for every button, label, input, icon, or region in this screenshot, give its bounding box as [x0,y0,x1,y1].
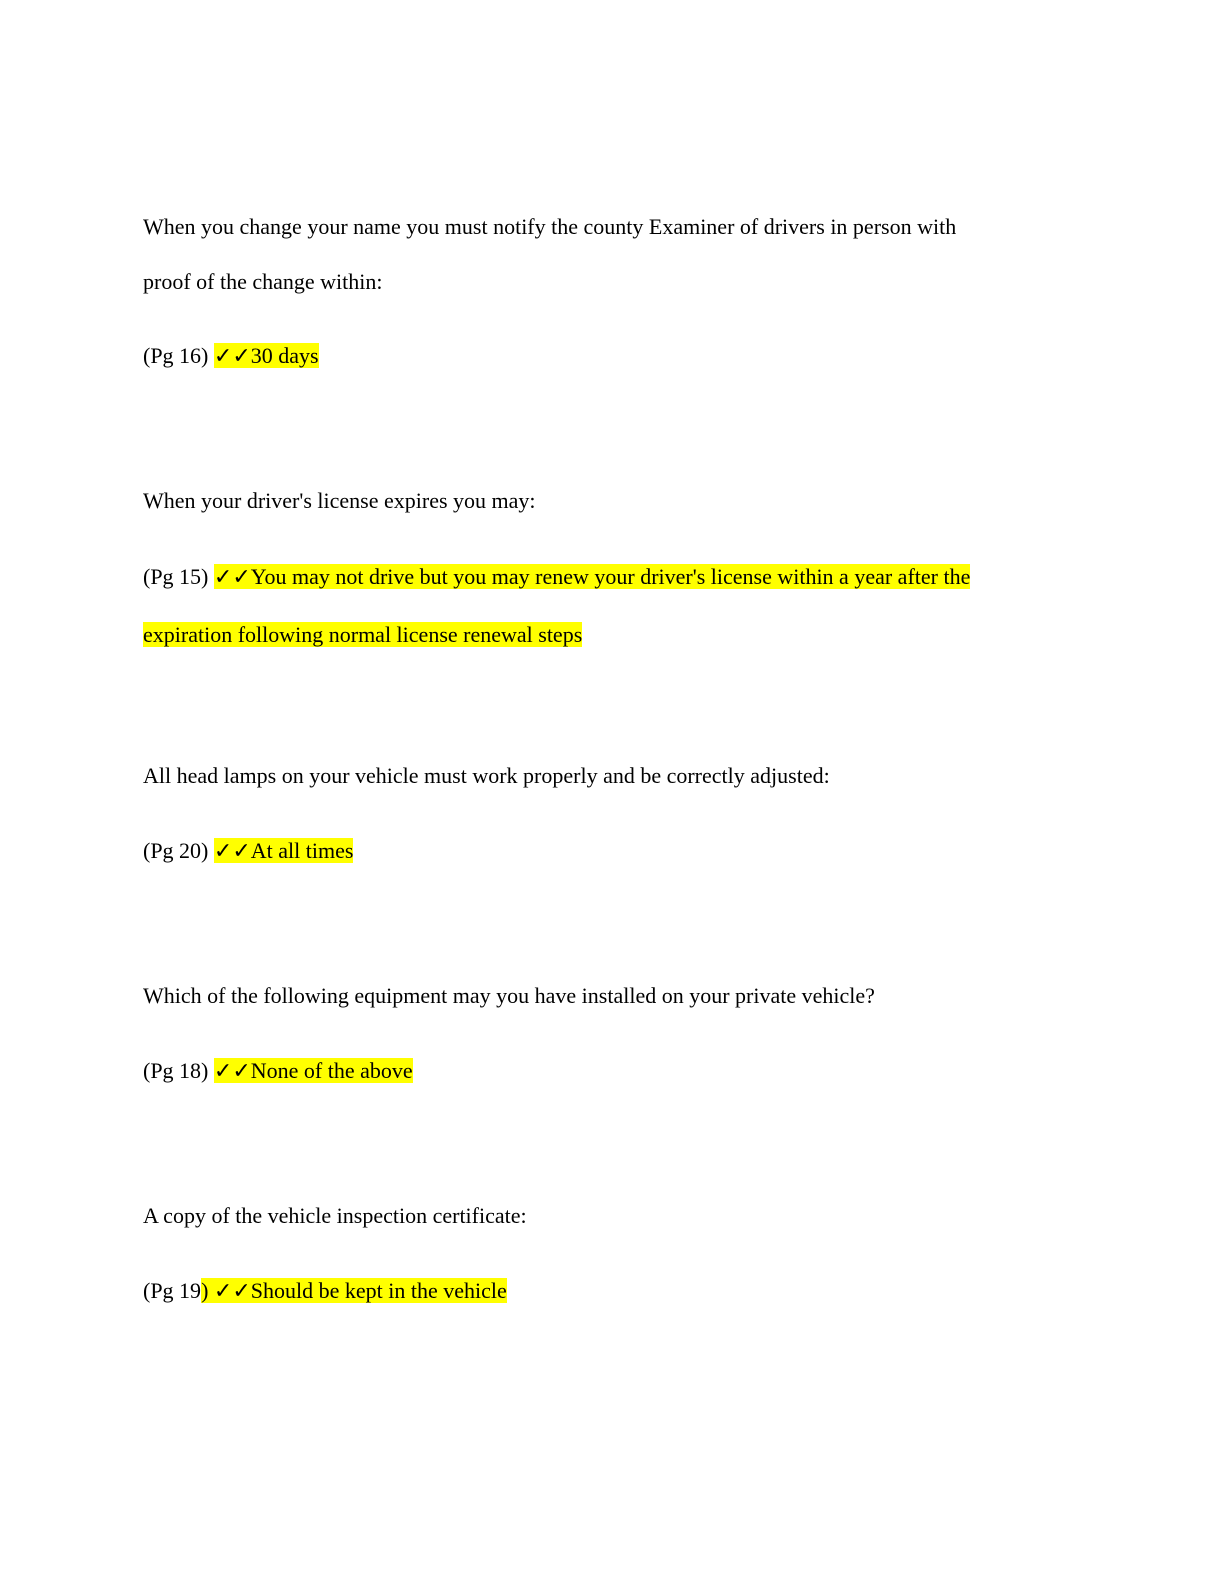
answer-5 [143,1276,507,1307]
page-ref: (Pg 18) [143,1058,209,1083]
check-icon: ✓✓ [213,344,251,369]
question-3: All head lamps on your vehicle must work properly and be correctly adjusted: [143,763,830,788]
answer-text: At all times [250,838,354,863]
highlighted-answer [214,838,354,863]
answer-3 [143,836,353,867]
page-ref-close: ) [201,1278,209,1303]
answer-2-line-1 [143,562,970,593]
page-ref: (Pg 16) [143,343,209,368]
question-1-line-1: When you change your name you must notify the county Examiner of drivers in person with [143,214,957,239]
highlighted-answer [214,343,319,368]
highlighted-answer [201,1278,507,1303]
answer-text: You may not drive but you may renew your driver's license within a year after the [250,564,971,589]
answer-1 [143,341,319,372]
check-icon: ✓✓ [213,565,251,590]
answer-text: Should be kept in the vehicle [250,1278,507,1303]
highlighted-answer: expiration following normal license renewal steps [143,622,583,647]
answer-text: None of the above [250,1058,413,1083]
question-2: When your driver's license expires you may: [143,488,536,513]
check-icon: ✓✓ [213,1059,251,1084]
question-1-line-2: proof of the change within: [143,269,383,294]
highlighted-answer [214,564,970,589]
page-ref: (Pg 19 [143,1278,202,1303]
question-5: A copy of the vehicle inspection certificate: [143,1203,527,1228]
page-ref: (Pg 20) [143,838,209,863]
answer-2-line-2 [143,620,582,650]
answer-4 [143,1056,413,1087]
page-ref: (Pg 15) [143,564,209,589]
highlighted-answer [214,1058,413,1083]
check-icon: ✓✓ [213,839,251,864]
answer-text: 30 days [250,343,319,368]
question-4: Which of the following equipment may you have installed on your private vehicle? [143,983,875,1008]
check-icon: ✓✓ [213,1279,251,1304]
